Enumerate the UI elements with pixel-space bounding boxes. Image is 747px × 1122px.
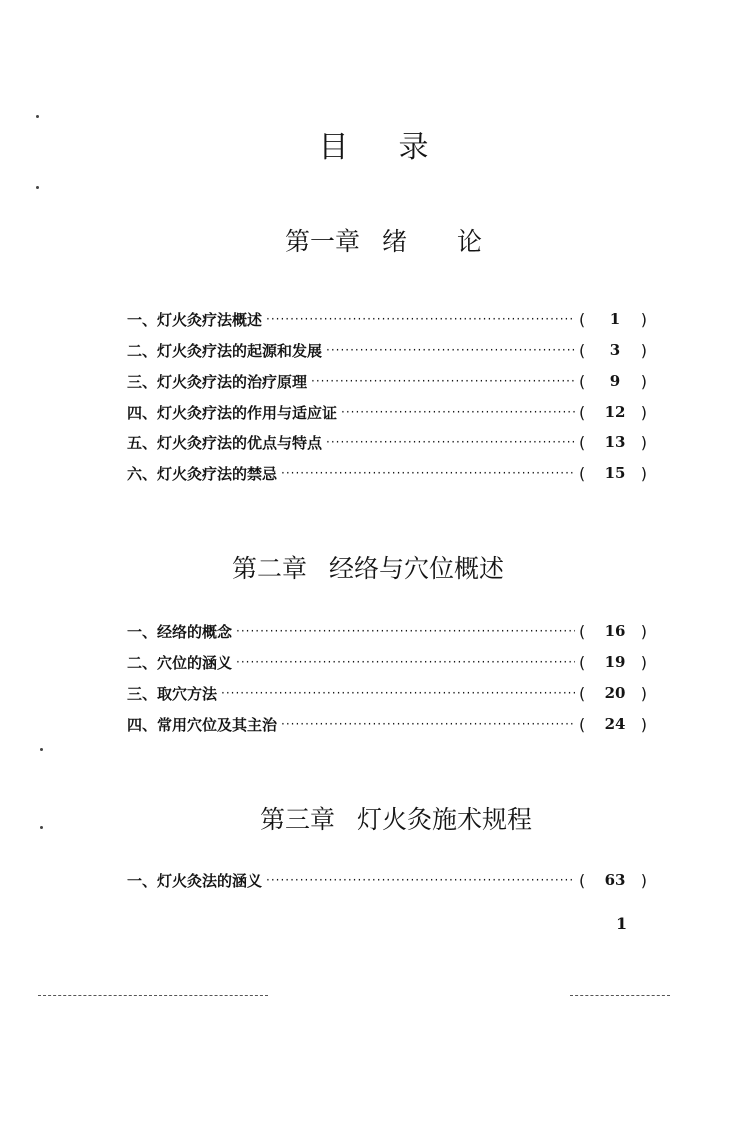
toc-entry[interactable] [127, 427, 647, 457]
paren-open: ( [579, 621, 586, 641]
page-title [0, 122, 747, 166]
toc-entry-page: 3 [609, 341, 621, 359]
paren-close: ) [640, 870, 647, 890]
toc-entry-page: 19 [604, 653, 626, 671]
paren-open: ( [579, 432, 586, 452]
toc-entry-label: 一、经络的概念 [127, 622, 233, 641]
toc-entry[interactable] [127, 458, 647, 488]
paren-close: ) [640, 714, 647, 734]
chapter-1-heading [285, 222, 482, 258]
dot-leader [326, 434, 575, 450]
scan-speck [36, 186, 39, 189]
paren-open: ( [579, 683, 586, 703]
chapter-2-heading [232, 549, 504, 585]
toc-entry[interactable] [127, 678, 647, 708]
toc-entry-label: 四、常用穴位及其主治 [127, 715, 278, 734]
page-number: 1 [616, 914, 628, 933]
toc-entry[interactable] [127, 647, 647, 677]
toc-entry-label: 二、穴位的涵义 [127, 653, 233, 672]
dot-leader [236, 623, 575, 639]
page-title-char-1: 目 [318, 130, 349, 165]
scan-speck [40, 826, 43, 829]
dot-leader [266, 872, 575, 888]
toc-entry[interactable] [127, 304, 647, 334]
chapter-name: 灯火灸施术规程 [357, 805, 533, 834]
toc-entry-label: 三、取穴方法 [127, 684, 218, 703]
paren-open: ( [579, 870, 586, 890]
toc-entry[interactable] [127, 366, 647, 396]
toc-entry-label: 三、灯火灸疗法的治疗原理 [127, 372, 308, 391]
toc-entry[interactable] [127, 335, 647, 365]
paren-close: ) [640, 621, 647, 641]
dot-leader [266, 311, 575, 327]
dot-leader [281, 716, 575, 732]
dot-leader [236, 654, 575, 670]
page-title-char-2: 录 [398, 130, 429, 165]
toc-entry-page: 24 [604, 715, 626, 733]
paren-close: ) [640, 309, 647, 329]
toc-entry-page: 20 [604, 684, 626, 702]
paren-open: ( [579, 309, 586, 329]
toc-entry-label: 五、灯火灸疗法的优点与特点 [127, 433, 323, 452]
toc-entry-label: 六、灯火灸疗法的禁忌 [127, 464, 278, 483]
dot-leader [326, 342, 575, 358]
chapter-label: 第三章 [260, 805, 336, 834]
paren-open: ( [579, 652, 586, 672]
toc-entry-label: 四、灯火灸疗法的作用与适应证 [127, 403, 338, 422]
paren-close: ) [640, 402, 647, 422]
toc-entry-label: 一、灯火灸疗法概述 [127, 310, 263, 329]
paren-open: ( [579, 340, 586, 360]
scan-rule-right [570, 995, 670, 996]
chapter-label: 第二章 [232, 554, 308, 583]
dot-leader [341, 404, 575, 420]
toc-entry-page: 15 [604, 464, 626, 482]
toc-entry[interactable] [127, 616, 647, 646]
toc-entry[interactable] [127, 709, 647, 739]
paren-open: ( [579, 463, 586, 483]
paren-open: ( [579, 402, 586, 422]
paren-close: ) [640, 652, 647, 672]
paren-close: ) [640, 371, 647, 391]
dot-leader [311, 373, 575, 389]
paren-close: ) [640, 432, 647, 452]
toc-entry-page: 12 [604, 403, 626, 421]
toc-entry-page: 63 [604, 871, 626, 889]
paren-close: ) [640, 463, 647, 483]
toc-entry-label: 二、灯火灸疗法的起源和发展 [127, 341, 323, 360]
chapter-name: 经络与穴位概述 [329, 554, 505, 583]
toc-entry-page: 1 [609, 310, 621, 328]
paren-close: ) [640, 683, 647, 703]
toc-entry-label: 一、灯火灸法的涵义 [127, 871, 263, 890]
toc-entry[interactable] [127, 865, 647, 895]
scan-speck [40, 748, 43, 751]
chapter-3-heading [260, 800, 532, 836]
toc-entry-page: 9 [609, 372, 621, 390]
paren-open: ( [579, 714, 586, 734]
paren-open: ( [579, 371, 586, 391]
paren-close: ) [640, 340, 647, 360]
toc-entry-page: 16 [604, 622, 626, 640]
chapter-label: 第一章 [285, 227, 361, 256]
scan-rule-left [38, 995, 268, 996]
dot-leader [221, 685, 575, 701]
scan-speck [36, 115, 39, 118]
chapter-name: 绪 论 [382, 227, 483, 256]
dot-leader [281, 465, 575, 481]
toc-entry-page: 13 [604, 433, 626, 451]
toc-entry[interactable] [127, 397, 647, 427]
